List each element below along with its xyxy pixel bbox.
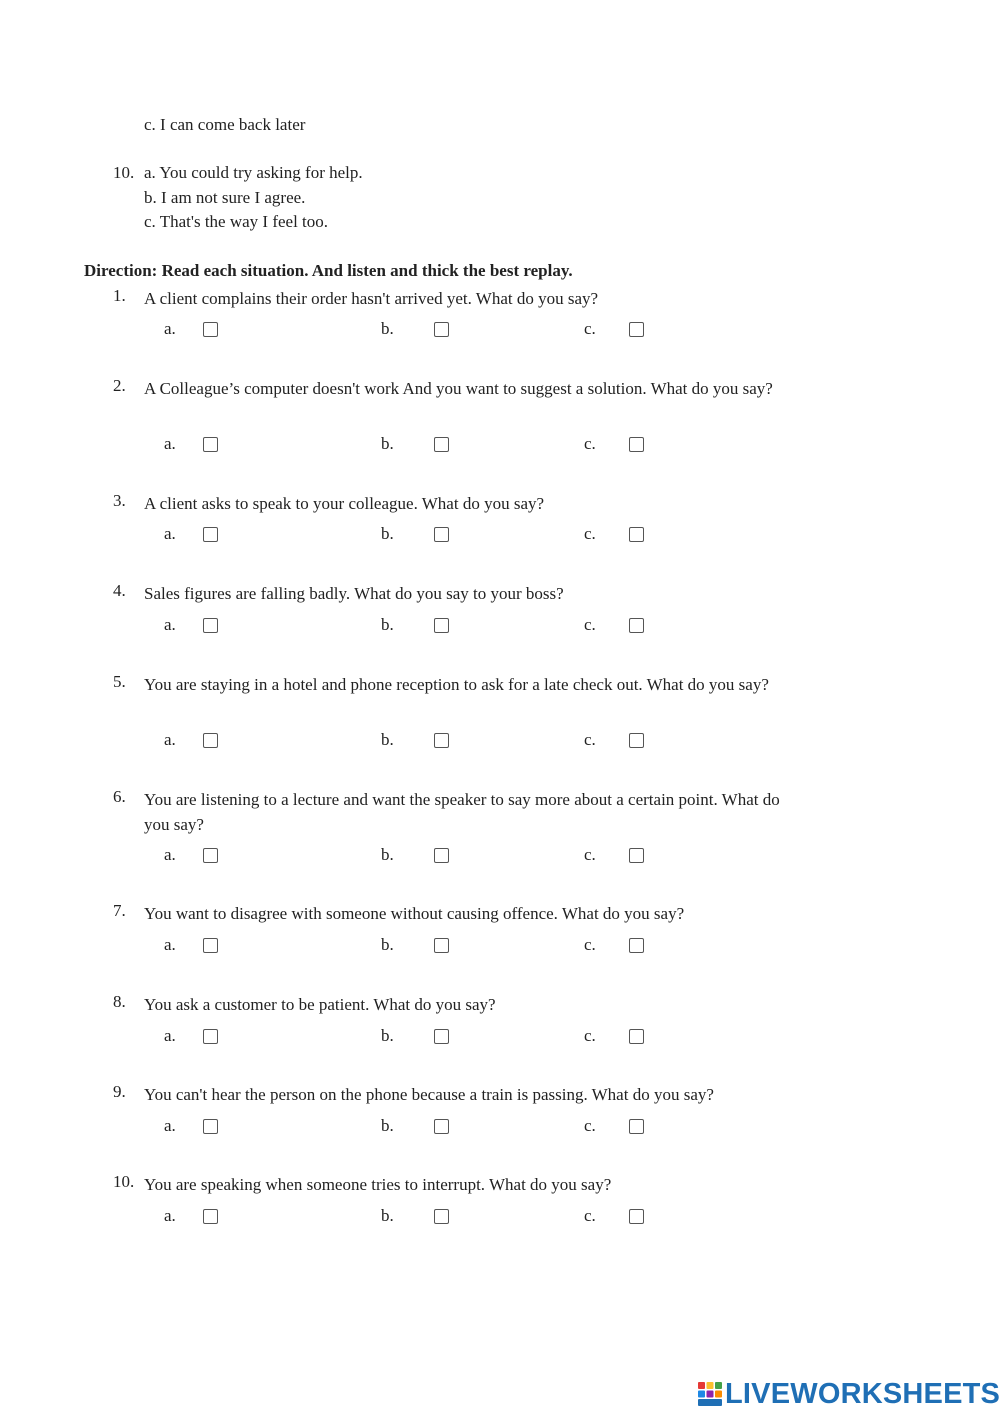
option-label-b: b. [381,1026,394,1045]
option-label-c: c. [584,1026,596,1045]
option-label-c: c. [584,1206,596,1225]
logo-blocks-icon [697,1381,723,1407]
answer-options [113,524,813,548]
option-label-b: b. [381,1206,394,1225]
checkbox-a[interactable] [203,618,218,633]
question-text: A client complains their order hasn't arrived yet. What do you say? [144,289,599,308]
question-number: 7. [113,901,126,920]
answer-options [113,1206,813,1230]
question-number: 10. [113,1172,135,1191]
checkbox-c[interactable] [629,618,644,633]
checkbox-c[interactable] [629,733,644,748]
checkbox-b[interactable] [434,938,449,953]
checkbox-c[interactable] [629,1029,644,1044]
question-text: A Colleague’s computer doesn't work And you want to suggest a solution. What do you say? [144,379,773,398]
question-number: 8. [113,992,126,1011]
option-label-b: b. [381,845,394,864]
question-6 [113,787,803,864]
checkbox-a[interactable] [203,848,218,863]
option-label-c: c. [584,730,596,749]
option-label-c: c. [584,319,596,338]
checkbox-b[interactable] [434,1209,449,1224]
question-number: 6. [113,787,126,806]
logo-text: LIVEWORKSHEETS [725,1378,1000,1410]
previous-q10-option-a: a. You could try asking for help. [144,163,363,182]
option-label-c: c. [584,1116,596,1135]
option-label-a: a. [164,730,176,749]
question-number: 3. [113,491,126,510]
option-label-b: b. [381,615,394,634]
answer-options [113,319,813,343]
liveworksheets-logo [697,1378,1000,1410]
answer-options [113,434,813,458]
checkbox-b[interactable] [434,322,449,337]
option-label-c: c. [584,524,596,543]
checkbox-c[interactable] [629,1209,644,1224]
checkbox-a[interactable] [203,1029,218,1044]
question-2 [113,376,803,453]
question-text: You are speaking when someone tries to interrupt. What do you say? [144,1175,612,1194]
option-label-a: a. [164,1116,176,1135]
option-label-a: a. [164,434,176,453]
answer-options [113,1026,813,1050]
checkbox-a[interactable] [203,322,218,337]
question-4 [113,581,803,634]
checkbox-c[interactable] [629,437,644,452]
question-text: A client asks to speak to your colleague. What do you say? [144,494,545,513]
question-number: 5. [113,672,126,691]
checkbox-b[interactable] [434,1029,449,1044]
previous-q10-option-b: b. I am not sure I agree. [144,188,306,207]
question-text: You want to disagree with someone without causing offence. What do you say? [144,904,685,923]
answer-options [113,1116,813,1140]
question-text: Sales figures are falling badly. What do you say to your boss? [144,584,564,603]
option-label-b: b. [381,319,394,338]
answer-options [113,730,813,754]
option-label-c: c. [584,845,596,864]
question-9 [113,1082,803,1135]
checkbox-a[interactable] [203,527,218,542]
answer-options [113,615,813,639]
option-label-c: c. [584,615,596,634]
option-label-b: b. [381,935,394,954]
checkbox-c[interactable] [629,527,644,542]
checkbox-b[interactable] [434,618,449,633]
question-text: You are listening to a lecture and want the speaker to say more about a certain point. What do you say? [144,790,780,834]
option-label-b: b. [381,1116,394,1135]
checkbox-c[interactable] [629,848,644,863]
checkbox-a[interactable] [203,733,218,748]
question-text: You can't hear the person on the phone because a train is passing. What do you say? [144,1085,714,1104]
question-text: You ask a customer to be patient. What do you say? [144,995,496,1014]
question-10 [113,1172,803,1225]
checkbox-a[interactable] [203,938,218,953]
option-label-b: b. [381,434,394,453]
option-label-a: a. [164,935,176,954]
checkbox-c[interactable] [629,1119,644,1134]
question-number: 9. [113,1082,126,1101]
previous-question-number: 10. [113,163,135,182]
option-label-a: a. [164,1026,176,1045]
option-label-a: a. [164,845,176,864]
option-label-c: c. [584,434,596,453]
question-number: 2. [113,376,126,395]
option-label-b: b. [381,730,394,749]
question-3 [113,491,803,543]
direction-heading: Direction: Read each situation. And listen and thick the best replay. [84,261,573,280]
question-number: 4. [113,581,126,600]
question-text: You are staying in a hotel and phone reception to ask for a late check out. What do you say? [144,675,769,694]
option-label-a: a. [164,319,176,338]
checkbox-a[interactable] [203,1209,218,1224]
checkbox-b[interactable] [434,848,449,863]
checkbox-b[interactable] [434,733,449,748]
checkbox-b[interactable] [434,1119,449,1134]
checkbox-b[interactable] [434,527,449,542]
question-8 [113,992,803,1045]
question-5 [113,672,803,749]
previous-q10-option-c: c. That's the way I feel too. [144,212,329,231]
option-label-a: a. [164,1206,176,1225]
checkbox-c[interactable] [629,938,644,953]
option-label-a: a. [164,524,176,543]
option-label-a: a. [164,615,176,634]
answer-options [113,935,813,959]
question-1 [113,286,803,338]
question-7 [113,901,803,954]
previous-option-c: c. I can come back later [144,115,306,134]
question-number: 1. [113,286,126,305]
option-label-c: c. [584,935,596,954]
checkbox-a[interactable] [203,437,218,452]
checkbox-b[interactable] [434,437,449,452]
checkbox-c[interactable] [629,322,644,337]
answer-options [113,845,813,869]
checkbox-a[interactable] [203,1119,218,1134]
option-label-b: b. [381,524,394,543]
